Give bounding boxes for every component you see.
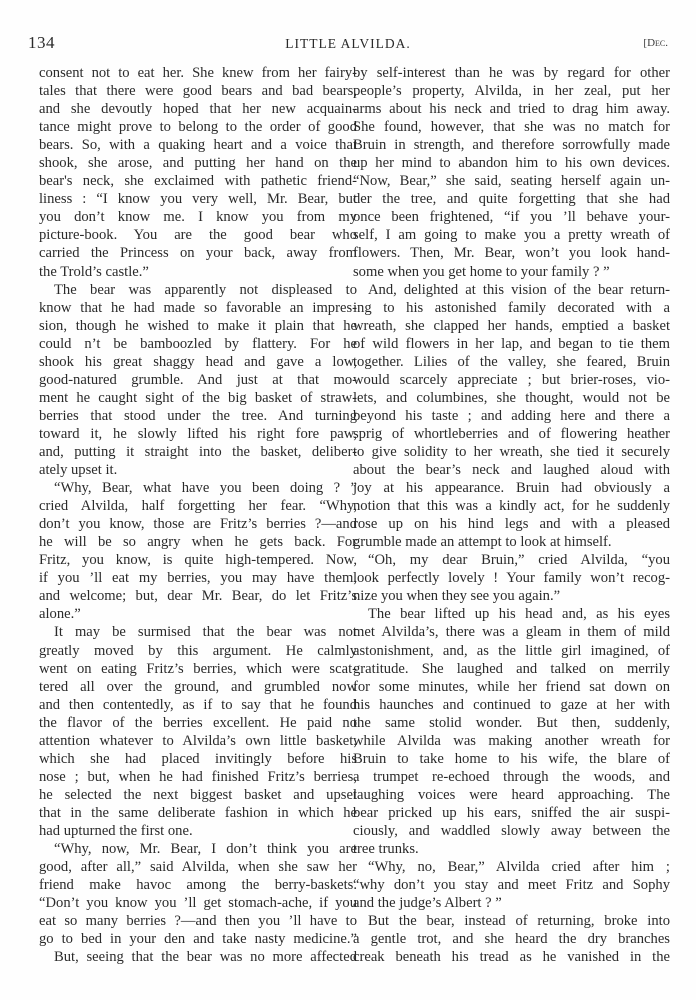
text-line: while Alvilda was making another wreath for [353, 732, 670, 749]
text-line: tales that there were good bears and bad bears, [39, 83, 357, 100]
text-line: look perfectly lovely ! Your family won’t recog- [353, 570, 670, 587]
text-line: go to bed in your den and take nasty medicine.” [39, 931, 357, 948]
text-line: some when you get home to your family ? ” [353, 263, 610, 280]
text-line: the same stolid wonder. But then, suddenly, [353, 714, 670, 731]
text-line: a gentle trot, and she heard the dry branches [353, 931, 670, 948]
text-line: toward it, he slowly lifted his right fore paw, [39, 425, 357, 442]
text-column-left [39, 64, 357, 966]
text-line: notion that this was a kindly act, for he suddenly [353, 498, 670, 515]
text-line: would scarcely appreciate ; but brier-roses, vio- [353, 371, 670, 388]
text-line: up her mind to abandon him to his own devices. [353, 155, 670, 172]
text-line: good-natured grumble. And just at that mo- [39, 371, 357, 388]
text-line: ciously, and waddled slowly away between the [353, 822, 670, 839]
text-line: ing to his astonished family decorated with a [353, 299, 670, 316]
text-line: if you ’ll eat my berries, you may have them, [39, 570, 357, 587]
text-line: by self-interest than he was by regard for other [353, 65, 670, 81]
text-line: had upturned the first one. [39, 822, 193, 839]
text-line: and the judge’s Albert ? ” [353, 895, 502, 912]
text-line: Fritz, you know, is quite high-tempered. Now, [39, 552, 357, 569]
text-line: greatly moved by this argument. He calmly [39, 642, 357, 659]
text-line: the Trold’s castle.” [39, 263, 149, 280]
text-line: alone.” [39, 606, 81, 623]
text-line: Bruin to take home to his wife, the blare of [353, 750, 670, 767]
text-line: tree trunks. [353, 841, 419, 858]
text-line: liness : “I know you very well, Mr. Bear, but [39, 191, 357, 208]
text-line: sion, though he wished to make it plain that he [39, 317, 357, 334]
text-line: “Why, now, Mr. Bear, I don’t think you are [54, 841, 357, 858]
text-line: “Oh, my dear Bruin,” cried Alvilda, “you [368, 552, 670, 569]
text-line: self, I am going to make you a pretty wreath of [353, 227, 670, 244]
page-number: 134 [28, 33, 55, 52]
text-line: met Alvilda’s, there was a gleam in them of mild [353, 624, 670, 641]
text-line: bear's neck, she exclaimed with pathetic friend- [39, 173, 357, 190]
text-line: which she had placed invitingly before his [39, 750, 357, 767]
text-line: and she devoutly hoped that her new acquain- [39, 101, 357, 118]
text-line: friend make havoc among the berry-baskets. [39, 877, 357, 894]
text-line: “why don’t you stay and meet Fritz and Sophy [353, 877, 670, 894]
text-line: sprig of whortleberries and of flowering heather [353, 425, 670, 442]
text-line: She found, however, that she was no match for [353, 119, 670, 136]
text-line: and, putting it straight into the basket, deliber- [39, 443, 357, 460]
text-line: and welcome; but, dear Mr. Bear, do let Fritz’s [39, 588, 357, 605]
text-line: of wild flowers in her lap, and began to tie them [353, 335, 670, 352]
text-line: creak beneath his tread as he vanished in the [353, 949, 670, 966]
text-line: picture-book. You are the good bear who [39, 227, 357, 244]
running-date: [Dec. [643, 37, 668, 49]
text-line: joy at his appearance. Bruin had obviously a [353, 480, 670, 497]
text-line: attention whatever to Alvilda’s own little basket, [39, 732, 357, 749]
text-line: he will be so angry when he gets back. For [39, 534, 357, 551]
text-line: The bear was apparently not displeased to [54, 281, 357, 298]
text-line: flowers. Then, Mr. Bear, won’t you look hand- [353, 245, 670, 262]
text-line: Bruin in strength, and therefore sorrowfully made [353, 137, 670, 154]
text-line: his haunches and continued to gaze at her with [353, 696, 670, 713]
text-line: together. Lilies of the valley, she feared, Bruin [353, 353, 670, 370]
text-line: berries that stood under the tree. And turning [39, 407, 357, 424]
text-line: nose ; but, when he had finished Fritz’s berries, [39, 768, 357, 785]
text-line: nize you when they see you again.” [353, 588, 561, 605]
text-line: tance might prove to belong to the order of good [39, 119, 357, 136]
text-line: rose up on his hind legs and with a pleased [353, 516, 670, 533]
text-line: gratitude. She laughed and talked on merrily [353, 660, 670, 677]
text-line: The bear lifted up his head and, as his eyes [368, 606, 670, 623]
text-line: good, after all,” said Alvilda, when she saw her [39, 859, 357, 876]
text-line: But, seeing that the bear was no more affected [54, 949, 357, 966]
text-line: bears. So, with a quaking heart and a voice that [39, 137, 357, 154]
text-line: you don’t know me. I know you from my [39, 209, 357, 226]
text-line: astonishment, and, as the little girl imagined, of [353, 642, 670, 659]
text-line: cried Alvilda, half forgetting her fear. “Why, [39, 498, 357, 515]
text-line: ment he caught sight of the big basket of straw- [39, 389, 357, 406]
text-line: arms about his neck and tried to drag him away. [353, 101, 670, 118]
text-line: the flavor of the berries excellent. He paid no [39, 714, 357, 731]
text-line: It may be surmised that the bear was not [54, 624, 357, 641]
text-line: bear pricked up his ears, sniffed the air suspi- [353, 804, 670, 821]
running-header [28, 33, 668, 57]
text-line: for some minutes, while her friend sat down on [353, 678, 670, 695]
text-line: eat so many berries ?—and then you ’ll have to [39, 913, 357, 930]
running-title: LITTLE ALVILDA. [285, 36, 411, 51]
text-column-right [353, 64, 670, 966]
text-line: “Why, no, Bear,” Alvilda cried after him ; [368, 859, 670, 876]
text-line: could n’t be bamboozled by flattery. For he [39, 335, 357, 352]
text-line: know that he had made so favorable an impres- [39, 299, 357, 316]
text-line: “Now, Bear,” she said, seating herself again un- [353, 173, 670, 190]
text-line: people’s property, Alvilda, in her zeal, put her [353, 83, 670, 100]
text-line: and then contentedly, as if to say that he found [39, 696, 357, 713]
text-line: tered all over the ground, and grumbled now [39, 678, 357, 695]
text-line: ately upset it. [39, 462, 118, 479]
text-line: carried the Princess on your back, away from [39, 245, 357, 262]
text-line: der the tree, and quite forgetting that she had [353, 191, 670, 208]
text-line: And, delighted at this vision of the bear return- [368, 281, 670, 298]
text-line: to give solidity to her wreath, she tied it securely [353, 443, 670, 460]
text-line: beyond his taste ; and adding here and there a [353, 407, 670, 424]
text-line: wreath, she clapped her hands, emptied a basket [353, 317, 670, 334]
text-line: about the bear’s neck and laughed aloud with [353, 462, 670, 479]
text-line: don’t you know, those are Fritz’s berries ?—and [39, 516, 357, 533]
text-line: grumble made an attempt to look at himself. [353, 534, 612, 551]
text-line: went on eating Fritz’s berries, which were scat- [39, 660, 357, 677]
text-line: lets, and columbines, she thought, would not be [353, 389, 670, 406]
text-line: consent not to eat her. She knew from her fairy- [39, 65, 357, 81]
text-line: shook, she arose, and putting her hand on the [39, 155, 357, 172]
text-line: shook his great shaggy head and gave a low, [39, 353, 357, 370]
text-line: that in the same deliberate fashion in which he [39, 804, 357, 821]
text-line: he selected the next biggest basket and upset [39, 786, 357, 803]
text-line: laughing voices were heard approaching. The [353, 786, 670, 803]
text-line: “Why, Bear, what have you been doing ? ” [54, 480, 357, 497]
text-line: “Don’t you know you ’ll get stomach-ache, if you [39, 895, 357, 912]
text-line: once been frightened, “if you ’ll behave your- [353, 209, 670, 226]
text-line: But the bear, instead of returning, broke into [368, 913, 670, 930]
text-line: a trumpet re-echoed through the woods, and [353, 768, 670, 785]
